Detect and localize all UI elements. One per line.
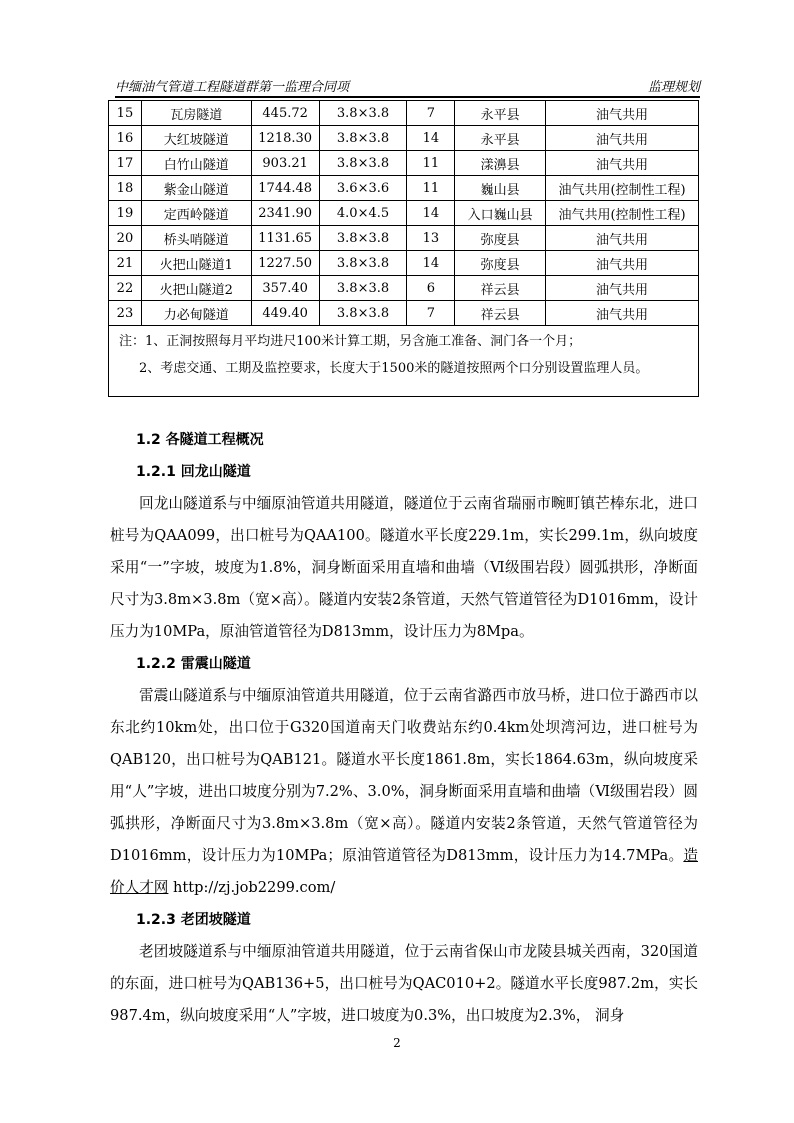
section-heading: 1.2 各隧道工程概况 xyxy=(136,432,264,448)
table-row xyxy=(109,251,699,276)
cell-county: 弥度县 xyxy=(455,251,546,276)
cell-remark: 油气共用(控制性工程) xyxy=(546,201,699,226)
site-url[interactable]: http://zj.job2299.com/ xyxy=(173,879,336,896)
cell-section: 4.0×4.5 xyxy=(319,201,407,226)
paragraph-leizhenshan-text: 雷震山隧道系与中缅原油管道共用隧道，位于云南省潞西市放马桥，进口位于潞西市以东北约10km处，出口位于G320国道南天门收费站东约0.4km处坝湾河边，进口桩号为QAB120，出口桩号为QAB121。隧道水平长度1861.8m，实长1864.63m，纵向坡度采用“人”字坡，进出口坡度分别为7.2%、3.0%，洞身断面采用直墙和曲墙（Ⅵ级围岩段）圆弧拱形，净断面尺寸为3.8m×3.8m（宽×高）。隧道内安装2条管道，天然气管道管径为D1016mm，设计压力为10MPa；原油管道管径为D813mm，设计压力为14.7MPa。 xyxy=(110,687,698,864)
cell-remark: 油气共用 xyxy=(546,151,699,176)
cell-months: 13 xyxy=(407,226,455,251)
cell-name: 大红坡隧道 xyxy=(141,126,251,151)
cell-length: 2341.90 xyxy=(251,201,319,226)
cell-section: 3.8×3.8 xyxy=(319,251,407,276)
table-row xyxy=(109,276,699,301)
cell-county: 弥度县 xyxy=(455,226,546,251)
cell-months: 6 xyxy=(407,276,455,301)
cell-remark: 油气共用 xyxy=(546,101,699,126)
cell-county: 永平县 xyxy=(455,101,546,126)
cell-county: 祥云县 xyxy=(455,301,546,326)
cell-section: 3.8×3.8 xyxy=(319,276,407,301)
paragraph-huilongshan: 回龙山隧道系与中缅原油管道共用隧道，隧道位于云南省瑞丽市畹町镇芒棒东北，进口桩号为QAA099，出口桩号为QAA100。隧道水平长度229.1m，实长299.1m，纵向坡度采用“一”字坡，坡度为1.8%，洞身断面采用直墙和曲墙（Ⅵ级围岩段）圆弧拱形，净断面尺寸为3.8m×3.8m（宽×高）。隧道内安装2条管道，天然气管道管径为D1016mm，设计压力为10MPa，原油管道管径为D813mm，设计压力为8Mpa。 xyxy=(110,495,698,640)
page-number: 2 xyxy=(393,1036,401,1050)
cell-no: 20 xyxy=(109,226,142,251)
cell-remark: 油气共用 xyxy=(546,226,699,251)
cell-name: 力必甸隧道 xyxy=(141,301,251,326)
cell-name: 桥头哨隧道 xyxy=(141,226,251,251)
cell-months: 11 xyxy=(407,176,455,201)
cell-name: 定西岭隧道 xyxy=(141,201,251,226)
table-note xyxy=(109,326,699,397)
cell-remark: 油气共用 xyxy=(546,126,699,151)
cell-section: 3.8×3.8 xyxy=(319,101,407,126)
table-row xyxy=(109,176,699,201)
cell-remark: 油气共用 xyxy=(546,301,699,326)
cell-name: 白竹山隧道 xyxy=(141,151,251,176)
cell-months: 14 xyxy=(407,201,455,226)
cell-no: 23 xyxy=(109,301,142,326)
cell-remark: 油气共用 xyxy=(546,251,699,276)
cell-months: 11 xyxy=(407,151,455,176)
table-row xyxy=(109,201,699,226)
table-row xyxy=(109,126,699,151)
tunnel-table xyxy=(108,100,699,397)
subsection-heading-huilongshan: 1.2.1 回龙山隧道 xyxy=(136,464,251,480)
cell-no: 16 xyxy=(109,126,142,151)
page-header xyxy=(115,76,700,98)
header-title: 中缅油气管道工程隧道群第一监理合同项 xyxy=(115,80,350,95)
cell-remark: 油气共用(控制性工程) xyxy=(546,176,699,201)
cell-months: 7 xyxy=(407,101,455,126)
cell-no: 15 xyxy=(109,101,142,126)
header-section: 监理规划 xyxy=(647,80,700,95)
subsection-heading-leizhenshan: 1.2.2 雷震山隧道 xyxy=(136,656,251,672)
cell-length: 449.40 xyxy=(251,301,319,326)
cell-length: 1227.50 xyxy=(251,251,319,276)
paragraph-leizhenshan xyxy=(110,680,698,904)
cell-section: 3.8×3.8 xyxy=(319,226,407,251)
cell-name: 紫金山隧道 xyxy=(141,176,251,201)
table-row xyxy=(109,151,699,176)
cell-length: 1131.65 xyxy=(251,226,319,251)
main-content xyxy=(110,424,698,1032)
cell-no: 22 xyxy=(109,276,142,301)
cell-no: 17 xyxy=(109,151,142,176)
cell-length: 1744.48 xyxy=(251,176,319,201)
cell-name: 火把山隧道1 xyxy=(141,251,251,276)
cell-name: 火把山隧道2 xyxy=(141,276,251,301)
cell-no: 18 xyxy=(109,176,142,201)
cell-length: 903.21 xyxy=(251,151,319,176)
cell-county: 入口巍山县 xyxy=(455,201,546,226)
cell-section: 3.6×3.6 xyxy=(319,176,407,201)
cell-county: 漾濞县 xyxy=(455,151,546,176)
table-note-row xyxy=(109,326,699,397)
cell-months: 14 xyxy=(407,251,455,276)
cell-name: 瓦房隧道 xyxy=(141,101,251,126)
table-row xyxy=(109,101,699,126)
note-line-1: 注：1、正洞按照每月平均进尺100米计算工期，另含施工准备、洞门各一个月； xyxy=(119,334,582,349)
cell-county: 巍山县 xyxy=(455,176,546,201)
cell-length: 1218.30 xyxy=(251,126,319,151)
cell-county: 永平县 xyxy=(455,126,546,151)
cell-length: 445.72 xyxy=(251,101,319,126)
cell-no: 21 xyxy=(109,251,142,276)
cell-no: 19 xyxy=(109,201,142,226)
cell-section: 3.8×3.8 xyxy=(319,151,407,176)
cell-remark: 油气共用 xyxy=(546,276,699,301)
cell-section: 3.8×3.8 xyxy=(319,126,407,151)
table-row xyxy=(109,301,699,326)
cell-section: 3.8×3.8 xyxy=(319,301,407,326)
cell-months: 7 xyxy=(407,301,455,326)
note-line-2: 2、考虑交通、工期及监控要求，长度大于1500米的隧道按照两个口分别设置监理人员。 xyxy=(139,361,649,376)
cell-county: 祥云县 xyxy=(455,276,546,301)
cell-length: 357.40 xyxy=(251,276,319,301)
paragraph-laotuanpo: 老团坡隧道系与中缅原油管道共用隧道，位于云南省保山市龙陵县城关西南，320国道的东面，进口桩号为QAB136+5，出口桩号为QAC010+2。隧道水平长度987.2m，实长987.4m，纵向坡度采用“人”字坡，进口坡度为0.3%，出口坡度为2.3%， 洞身 xyxy=(110,943,698,1024)
cell-months: 14 xyxy=(407,126,455,151)
table-row xyxy=(109,226,699,251)
subsection-heading-laotuanpo: 1.2.3 老团坡隧道 xyxy=(136,912,251,928)
site-link[interactable]: 造价人才网 xyxy=(110,847,698,896)
